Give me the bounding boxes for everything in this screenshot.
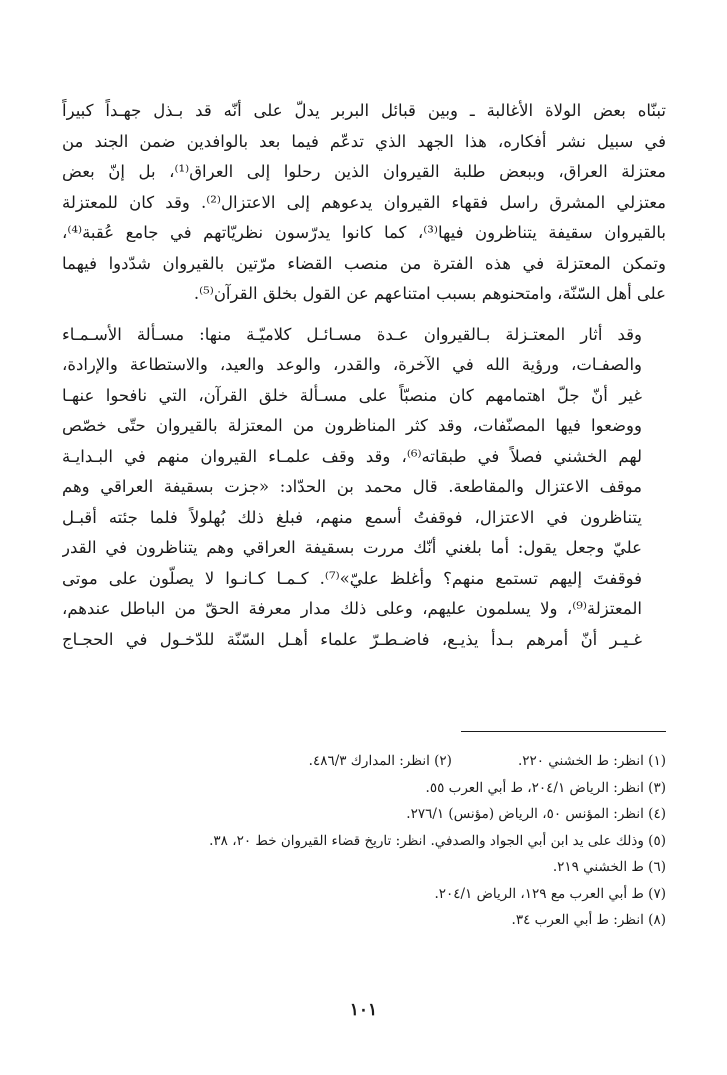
text-line: غير أنّ جلّ اهتمامهم كان منصبّاً على مسـألة خلق القرآن، التي نافحوا عنهـا — [62, 385, 642, 405]
footnote-row — [62, 748, 666, 775]
footnote-8: (٨) انظر: ط أبي العرب ٣٤. — [511, 912, 666, 928]
footnotes — [62, 748, 666, 934]
text-line: على أهل السّنّة، وامتحنوهم بسبب امتناعهم عن القول بخلق القرآن⁽⁵⁾. — [193, 284, 666, 303]
footnote-separator — [62, 731, 666, 732]
text-line: عليّ وجعل يقول: أما بلغني أنّك مررت بسقيفة العراقي وهم يتناظرون في القدر — [62, 538, 642, 557]
text-line: لهم الخشني فصلاً في طبقاته⁽⁶⁾، وقد وقف علمـاء القيروان منهم في البـدايـة — [62, 446, 642, 466]
text-line: تبنّاه بعض الولاة الأغالبة ـ وبين قبائل البربر يدلّ على أنّه قد بـذل جهـداً كبيراً — [62, 101, 666, 120]
footnote-4: (٤) انظر: المؤنس ٥٠، الرياض (مؤنس) ٢٧٦/١. — [406, 806, 666, 822]
text-line: غـيـر أنّ أمرهم بـدأ يذيـع، فاضـطـرّ علماء أهـل السّنّة للدّخـول في الحجـاج — [62, 629, 642, 649]
footnote-3: (٣) انظر: الرياض ٢٠٤/١، ط أبي العرب ٥٥. — [425, 779, 666, 796]
separator-rule — [461, 731, 666, 732]
text-line: وقد أثار المعتـزلة بـالقيروان عـدة مسـائـل كلاميّـة منها: مسـألة الأسـمـاء — [62, 324, 642, 344]
text-line: معتزلي المشرق راسل فقهاء القيروان يدعوهم إلى الاعتزال⁽²⁾. وقد كان للمعتزلة — [62, 192, 666, 212]
main-text — [62, 96, 666, 655]
text-line: معتزلة العراق، وببعض طلبة القيروان الذين رحلوا إلى العراق⁽¹⁾، بل إنّ بعض — [62, 162, 666, 181]
text-line: بالقيروان سقيفة يتناظرون فيها⁽³⁾، كما كانوا يدرّسون نظريّاتهم في جامع عُقبة⁽⁴⁾، — [62, 223, 666, 242]
footnote-5: (٥) وذلك على يد ابن أبي الجواد والصدفي. انظر: تاريخ قضاء القيروان خط ٢٠، ٣٨. — [209, 832, 666, 849]
text-line: يتناظرون في الاعتزال، فوقفتُ أسمع منهم، فبلغ ذلك بُهلولاً فلما جئته أقبـل — [62, 507, 642, 527]
text-line: فوقفتَ إليهم تستمع منهم؟ وأغلظ عليّ»⁽⁷⁾. كـمـا كـانـوا لا يصلّون على موتى — [62, 568, 642, 588]
page-number: ١٠١ — [349, 1000, 378, 1020]
text-line: المعتزلة⁽⁹⁾، ولا يسلمون عليهم، وعلى ذلك مدار معرفة الحقّ من الباطل عندهم، — [62, 599, 642, 618]
footnote-2: (٢) انظر: المدارك ٤٨٦/٣. — [308, 753, 452, 769]
footnote-7: (٧) ط أبي العرب مع ١٢٩، الرياض ٢٠٤/١. — [434, 885, 666, 902]
footnote-1: (١) انظر: ط الخشني ٢٢٠. — [517, 753, 666, 769]
text-line: ووضعوا فيها المصنّفات، وقد كثر المناظرون من المعتزلة بالقيروان حتّى خصّص — [62, 416, 642, 435]
text-line: موقف الاعتزال والمقاطعة. قال محمد بن الحدّاد: «جزت بسقيفة العراقي وهم — [62, 477, 642, 496]
footnote-6: (٦) ط الخشني ٢١٩. — [552, 859, 666, 875]
text-line: وتمكن المعتزلة في هذه الفترة من منصب القضاء مرّتين بالقيروان شدّدوا فيهما — [62, 253, 666, 273]
paragraph-1 — [62, 96, 666, 310]
text-line: والصفـات، ورؤية الله في الآخرة، والقدر، والوعد والعيد، والاستطاعة والإرادة، — [62, 355, 642, 374]
paragraph-2 — [62, 320, 666, 656]
text-line: في سبيل نشر أفكاره، هذا الجهد الذي تدعّم فيما بعد بالوافدين ضمن الجند من — [62, 131, 666, 151]
